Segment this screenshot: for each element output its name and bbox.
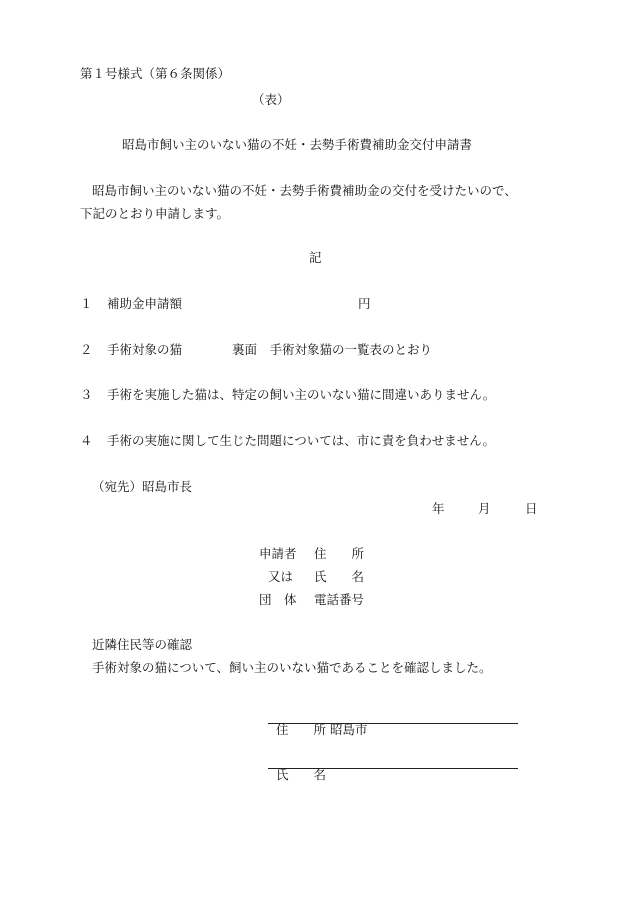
item-1-number: １ [80, 296, 93, 311]
item-1-value: 円 [358, 296, 371, 311]
intro-line-2: 下記のとおり申請します。 [80, 206, 230, 221]
addressee: （宛先）昭島市長 [92, 479, 193, 494]
intro-line-1: 昭島市飼い主のいない猫の不妊・去勢手術費補助金の交付を受けたいので、 [92, 183, 517, 198]
ki-heading: 記 [309, 250, 322, 265]
item-3-label: 手術を実施した猫は、特定の飼い主のいない猫に間違いありません。 [107, 387, 496, 402]
applicant-field-name: 氏 名 [314, 569, 365, 584]
neighbor-statement: 手術対象の猫について、飼い主のいない猫であることを確認しました。 [92, 660, 492, 675]
applicant-field-phone: 電話番号 [314, 592, 365, 607]
item-4-label: 手術の実施に関して生じた問題については、市に責を負わせません。 [107, 433, 496, 448]
neighbor-heading: 近隣住民等の確認 [92, 637, 193, 652]
item-2-label: 手術対象の猫 [107, 342, 183, 357]
date-month: 月 [478, 501, 491, 516]
applicant-role-2: 又は [268, 569, 294, 584]
date-day: 日 [525, 501, 538, 516]
item-3-number: ３ [80, 387, 93, 402]
item-4-number: ４ [80, 433, 93, 448]
item-2-number: ２ [80, 342, 93, 357]
applicant-role-1: 申請者 [259, 546, 297, 561]
form-number: 第１号様式（第６条関係） [80, 66, 231, 81]
date-year: 年 [432, 501, 445, 516]
neighbor-name-line [268, 751, 518, 782]
applicant-field-address: 住 所 [314, 546, 365, 561]
item-2-value: 裏面 手術対象猫の一覧表のとおり [232, 342, 433, 357]
neighbor-address-label: 住 所 [275, 722, 326, 737]
neighbor-address-line [268, 706, 518, 737]
side-label: （表） [252, 92, 290, 107]
applicant-role-3: 団 体 [259, 592, 297, 607]
page-title: 昭島市飼い主のいない猫の不妊・去勢手術費補助金交付申請書 [122, 137, 473, 152]
neighbor-address-value: 昭島市 [329, 722, 368, 737]
item-1-label: 補助金申請額 [107, 296, 183, 311]
neighbor-name-label: 氏 名 [275, 767, 326, 782]
